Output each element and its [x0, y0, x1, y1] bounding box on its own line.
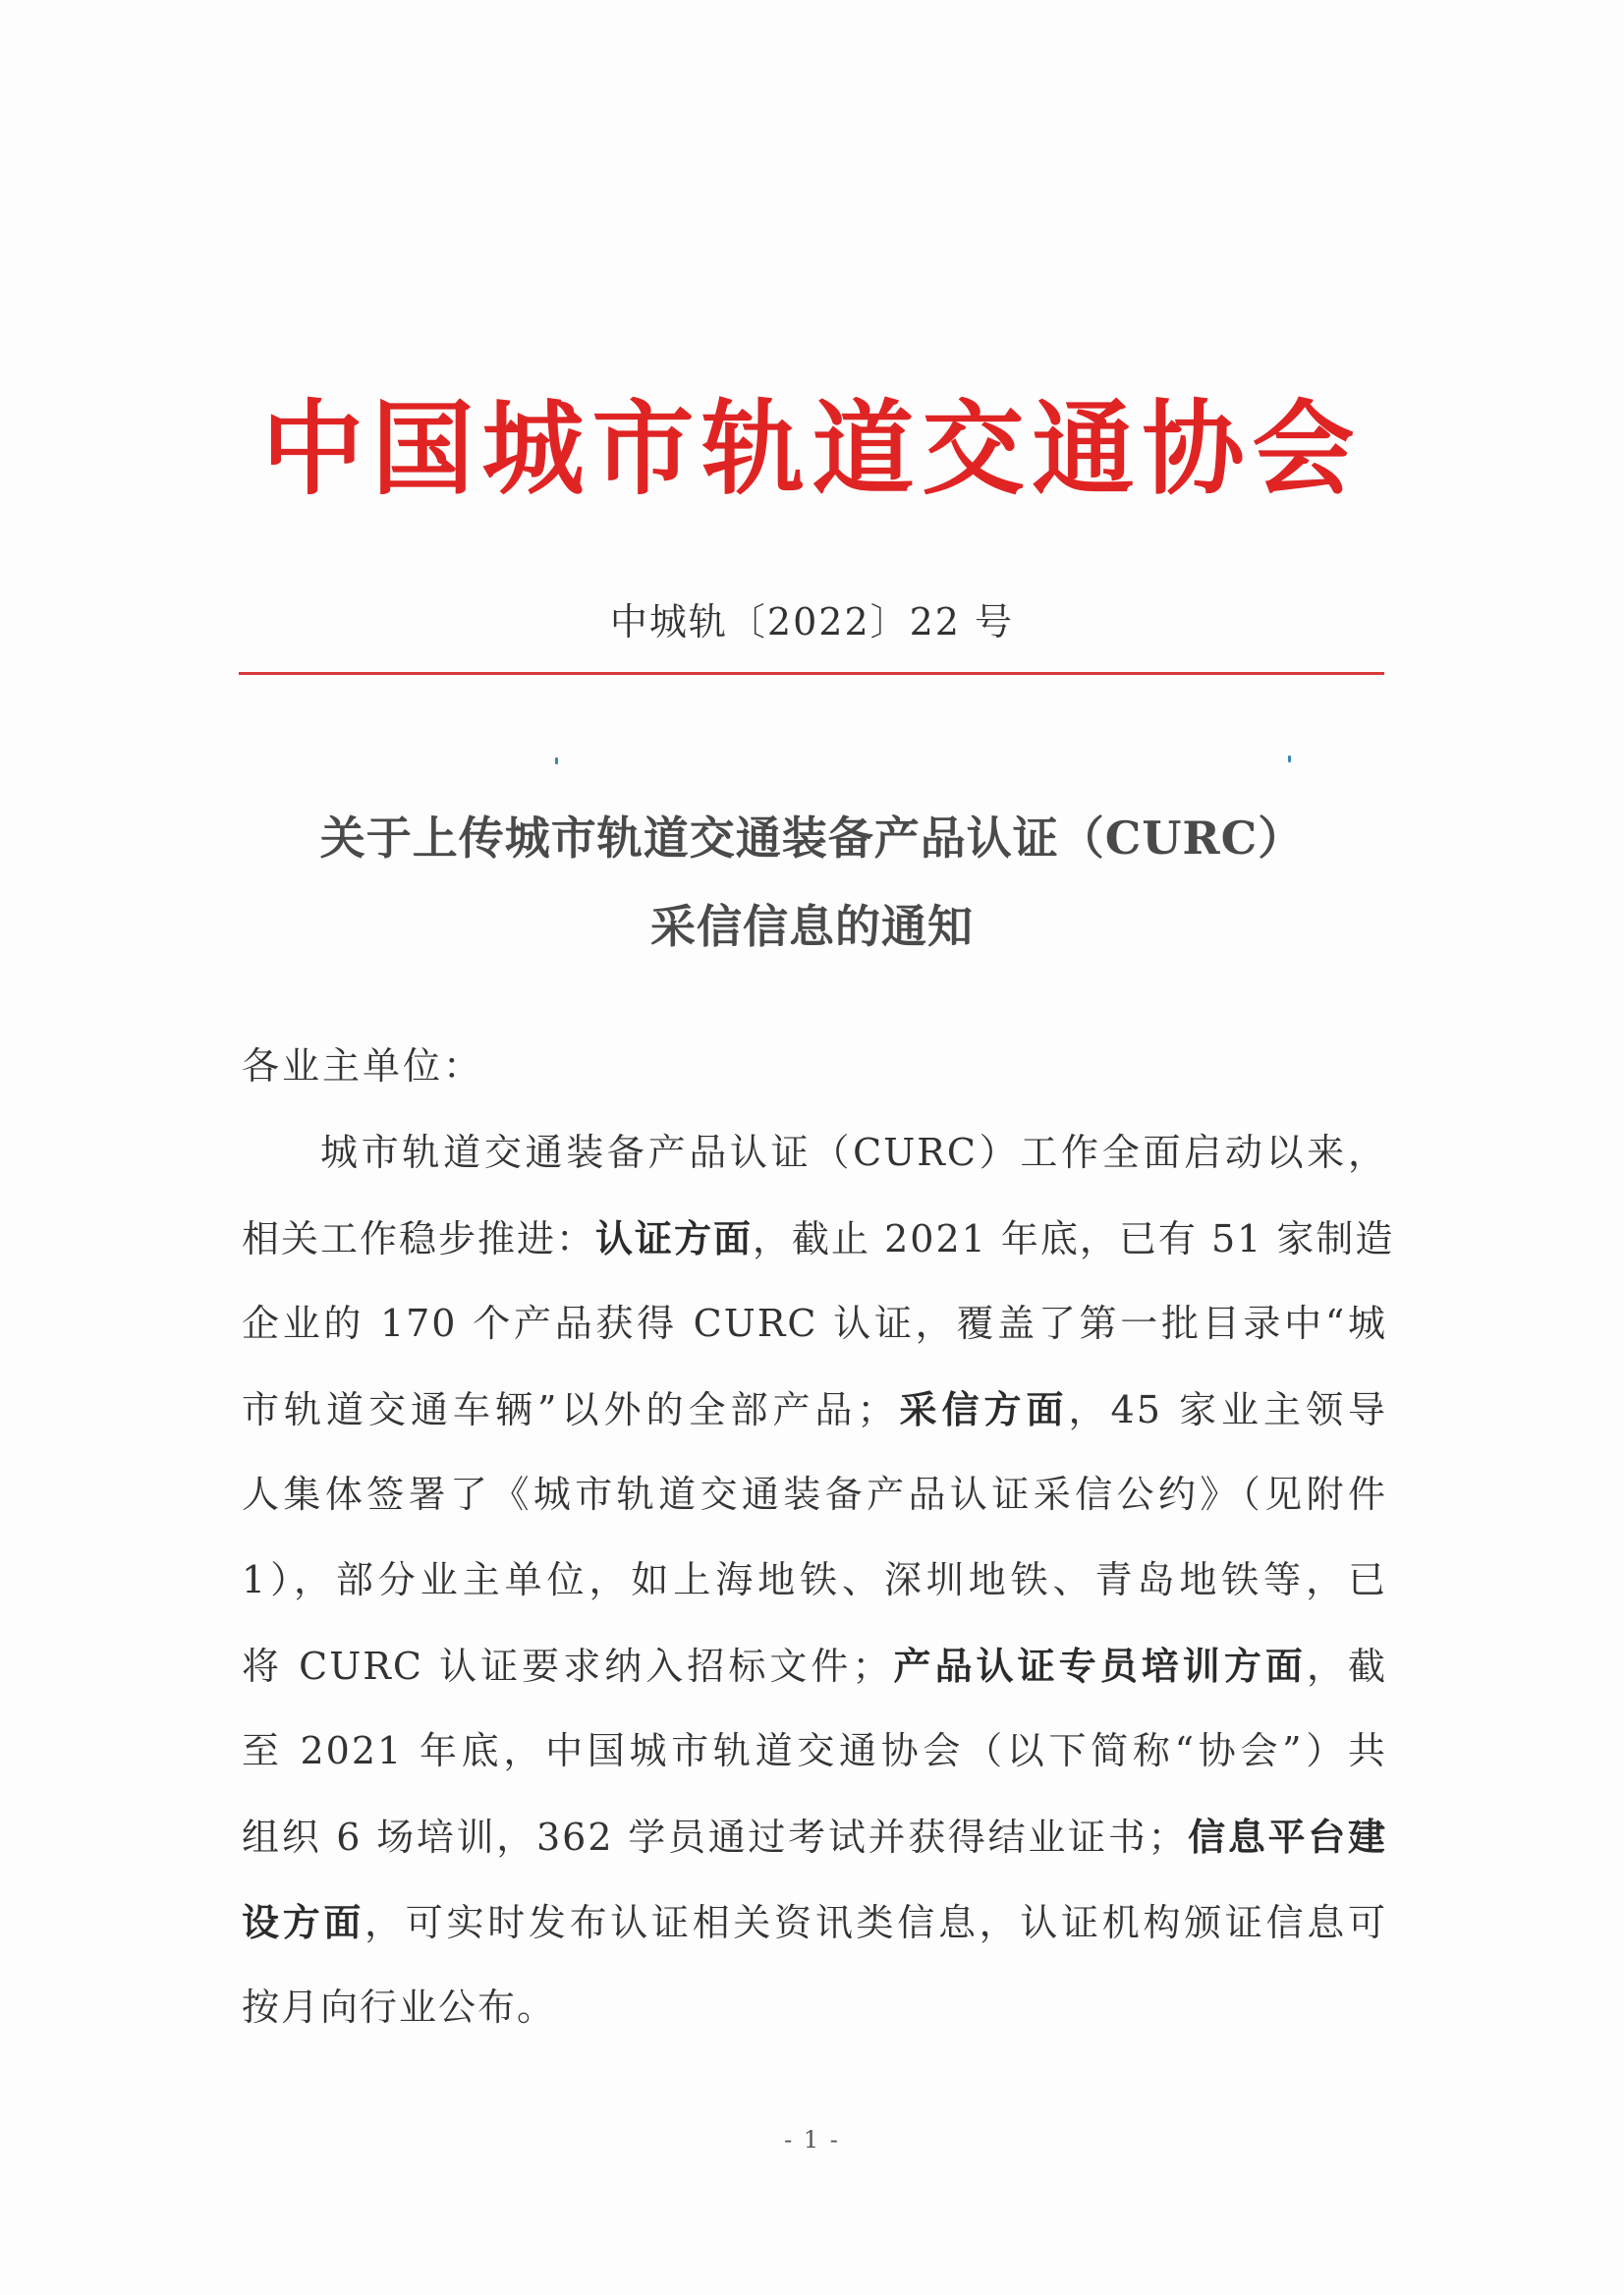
body-bold-run: 设方面 — [242, 1900, 365, 1944]
salutation: 各业主单位： — [242, 1044, 484, 1088]
document-number: 中城轨〔2022〕22 号 — [609, 600, 1015, 644]
body-text-run: 组织 6 场培训，362 学员通过考试并获得结业证书； — [242, 1816, 1188, 1859]
body-text-run: 市轨道交通车辆”以外的全部产品； — [242, 1388, 897, 1431]
body-line — [242, 1623, 1387, 1708]
body-bold-run: 信息平台建 — [1187, 1815, 1387, 1859]
body-text-run: ，可实时发布认证相关资讯类信息，认证机构颁证信息可 — [364, 1901, 1387, 1944]
body-paragraph — [242, 1110, 1395, 2050]
body-text-run: ，截止 2021 年底，已有 51 家制造 — [753, 1217, 1395, 1260]
body-line — [242, 1367, 1387, 1452]
body-line: 1），部分业主单位，如上海地铁、深圳地铁、青岛地铁等，已 — [242, 1558, 1387, 1601]
body-text-run: ，截 — [1306, 1645, 1387, 1688]
document-title — [0, 794, 1624, 971]
body-bold-run: 产品认证专员培训方面 — [891, 1644, 1307, 1688]
body-text-run: ，45 家业主领导 — [1068, 1388, 1387, 1431]
body-line: 城市轨道交通装备产品认证（CURC）工作全面启动以来， — [320, 1131, 1387, 1174]
body-line — [242, 1196, 1395, 1281]
body-line: 至 2021 年底，中国城市轨道交通协会（以下简称“协会”）共 — [242, 1729, 1387, 1772]
body-line — [242, 1794, 1387, 1879]
page-number: - 1 - — [784, 2126, 840, 2154]
body-line: 按月向行业公布。 — [242, 1986, 557, 2029]
body-line — [242, 1879, 1387, 1965]
title-line-2: 采信信息的通知 — [650, 900, 974, 953]
body-text-run: 将 CURC 认证要求纳入招标文件； — [242, 1645, 892, 1688]
body-line: 企业的 170 个产品获得 CURC 认证，覆盖了第一批目录中“城 — [242, 1302, 1387, 1345]
organization-masthead: 中国城市轨道交通协会 — [261, 389, 1363, 509]
body-line: 人集体签署了《城市轨道交通装备产品认证采信公约》（见附件 — [242, 1473, 1387, 1516]
body-bold-run: 认证方面 — [595, 1216, 754, 1260]
red-divider-line — [239, 672, 1384, 675]
scan-speck-mark — [555, 757, 558, 764]
body-bold-run: 采信方面 — [896, 1387, 1069, 1431]
body-text-run: 相关工作稳步推进： — [242, 1217, 596, 1260]
scan-speck-mark — [1288, 756, 1291, 762]
title-line-1: 关于上传城市轨道交通装备产品认证（CURC） — [319, 812, 1305, 865]
